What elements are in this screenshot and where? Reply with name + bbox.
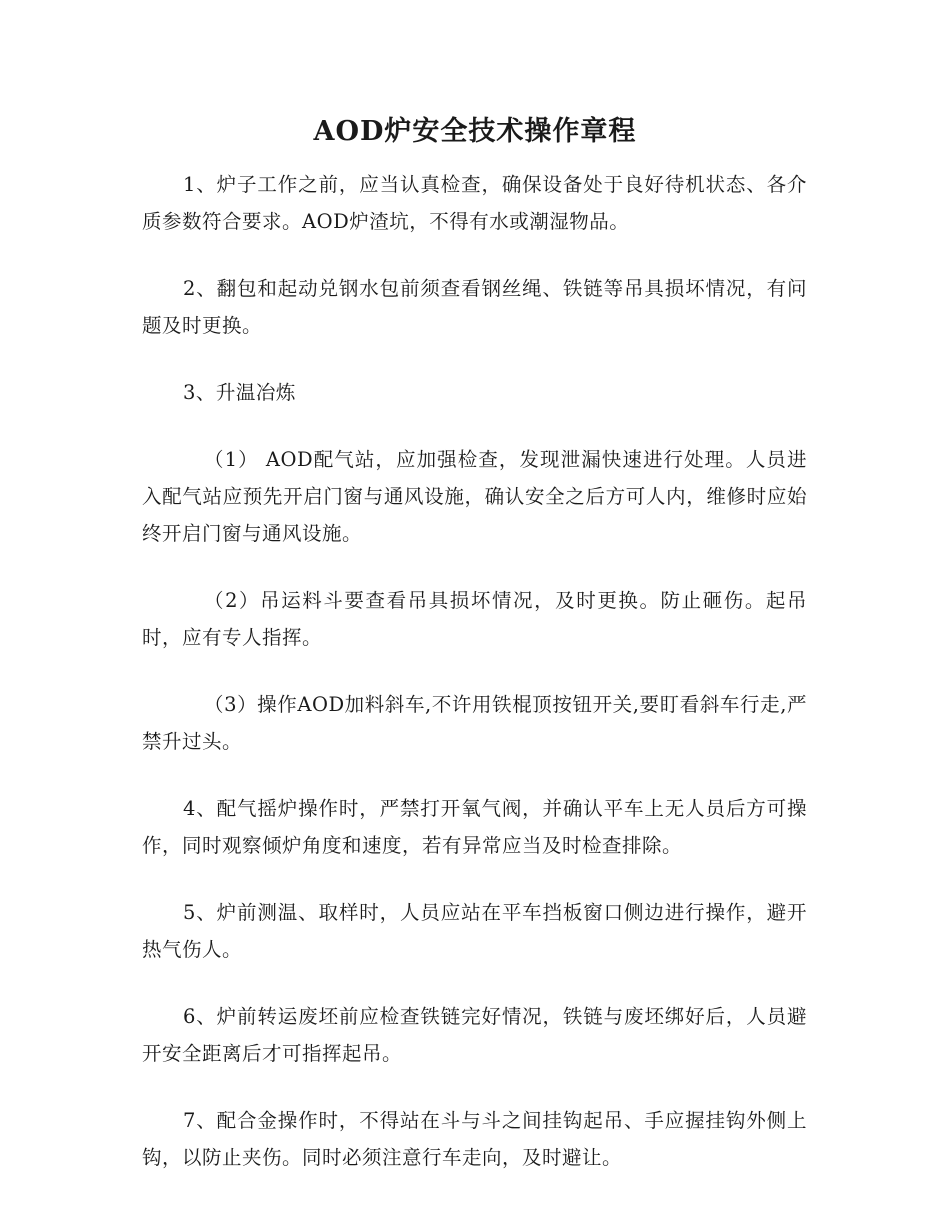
paragraph-3-item-3: （3）操作AOD加料斜车,不许用铁棍顶按钮开关,要盯看斜车行走,严禁升过头。 <box>142 693 807 753</box>
paragraph-3-item-2: （2）吊运料斗要查看吊具损坏情况，及时更换。防止砸伤。起吊时，应有专人指挥。 <box>142 589 807 649</box>
paragraph-3-item-1: （1） AOD配气站，应加强检查，发现泄漏快速进行处理。人员进入配气站应预先开启门窗与通风设施，确认安全之后方可人内，维修时应始终开启门窗与通风设施。 <box>142 448 807 545</box>
paragraph-3-heading: 3、升温冶炼 <box>183 381 296 404</box>
document-title: AOD炉安全技术操作章程 <box>313 116 637 147</box>
paragraph-4: 4、配气摇炉操作时，严禁打开氧气阀，并确认平车上无人员后方可操作，同时观察倾炉角度和速度，若有异常应当及时检查排除。 <box>142 797 807 857</box>
paragraph-7: 7、配合金操作时，不得站在斗与斗之间挂钩起吊、手应握挂钩外侧上钩，以防止夹伤。同时必须注意行车走向，及时避让。 <box>142 1109 807 1169</box>
paragraph-6: 6、炉前转运废坯前应检查铁链完好情况，铁链与废坯绑好后，人员避开安全距离后才可指挥起吊。 <box>142 1005 807 1065</box>
paragraph-1: 1、炉子工作之前，应当认真检查，确保设备处于良好待机状态、各介质参数符合要求。AOD炉渣坑，不得有水或潮湿物品。 <box>142 173 807 233</box>
document-body <box>142 166 807 1206</box>
paragraph-2: 2、翻包和起动兑钢水包前须查看钢丝绳、铁链等吊具损坏情况，有问题及时更换。 <box>142 277 807 337</box>
paragraph-5: 5、炉前测温、取样时，人员应站在平车挡板窗口侧边进行操作，避开热气伤人。 <box>142 901 807 961</box>
